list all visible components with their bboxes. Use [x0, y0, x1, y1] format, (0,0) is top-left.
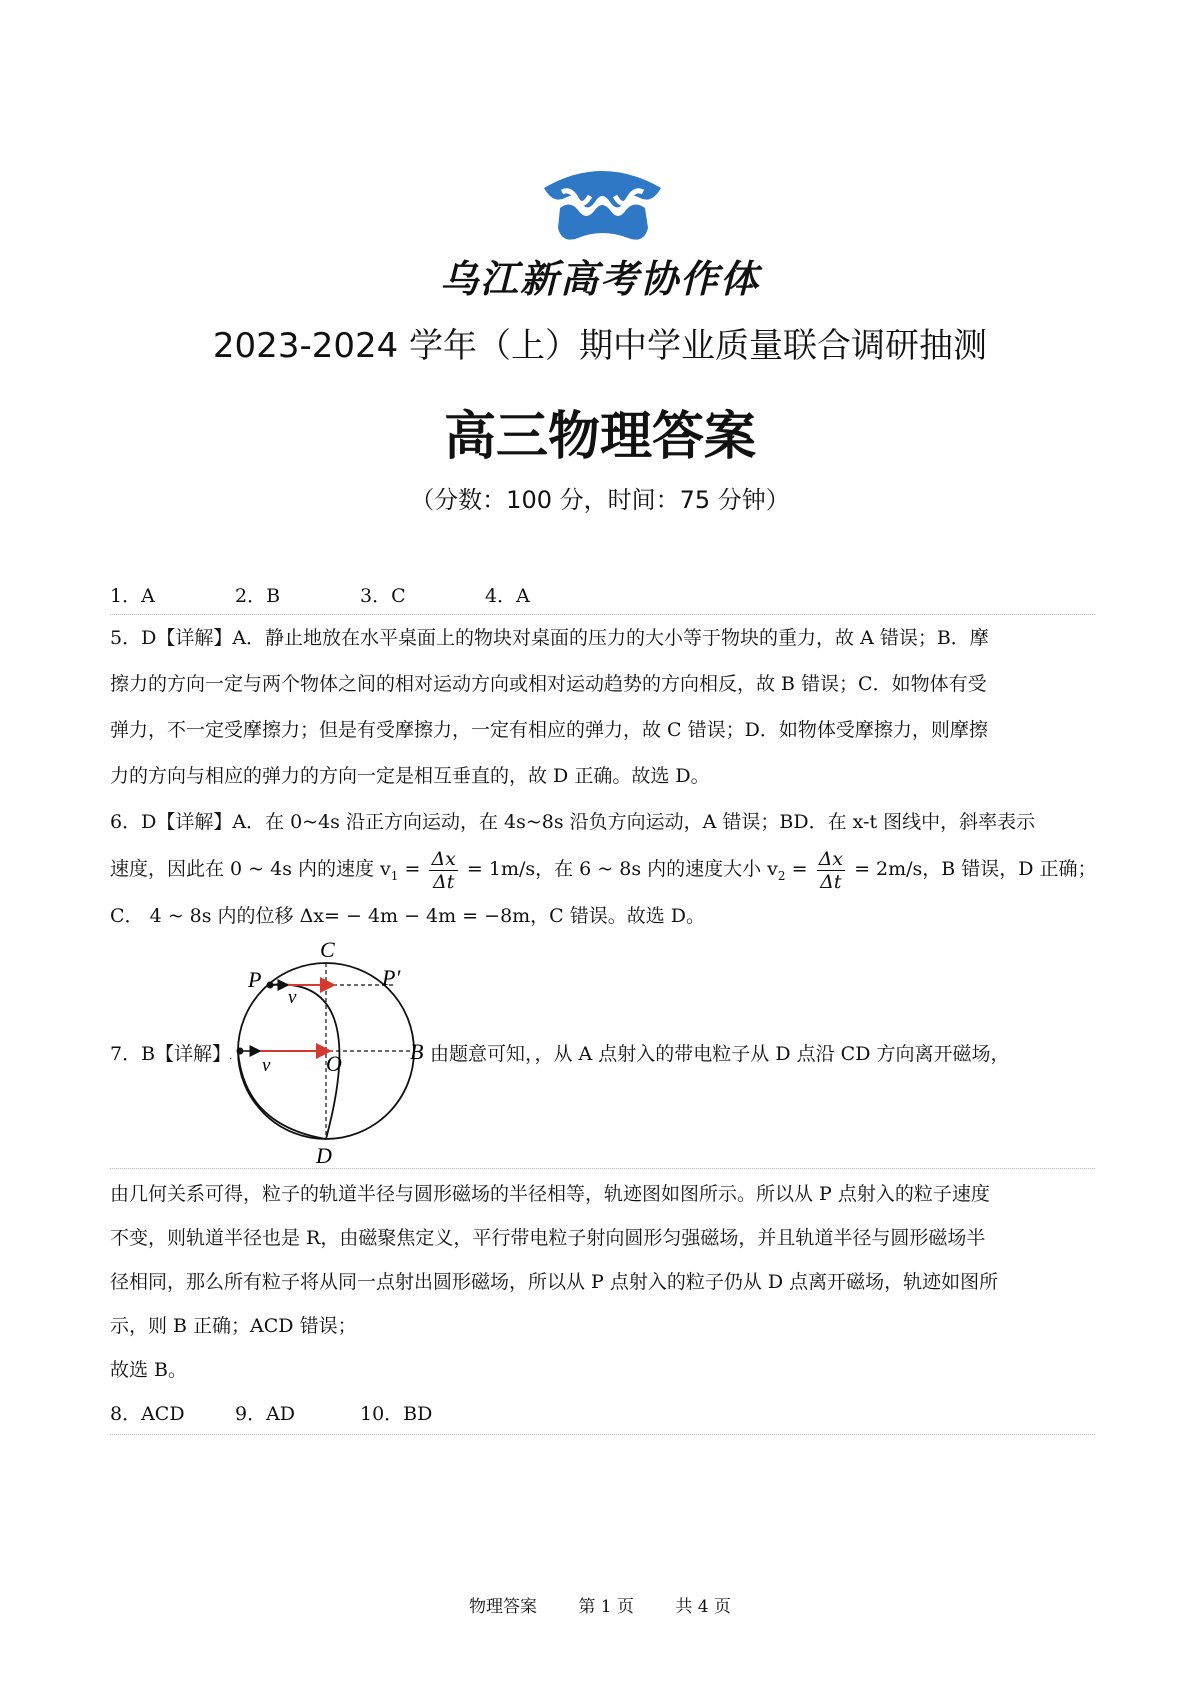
q7-line: 不变，则轨道半径也是 R，由磁聚焦定义，平行带电粒子射向圆形匀强磁场，并且轨道半径与圆形磁场半	[110, 1227, 986, 1249]
label-b: B	[410, 1039, 424, 1064]
fraction-denominator: Δt	[432, 870, 455, 893]
q7-line: 故选 B。	[110, 1359, 188, 1381]
fraction	[429, 848, 457, 893]
velocity-value: = 1m/s	[466, 858, 536, 880]
q7-line: 示，则 B 正确；ACD 错误；	[110, 1315, 357, 1337]
q5-line: 弹力，不一定受摩擦力；但是有受摩擦力，一定有相应的弹力，故 C 错误；D．如物体受摩擦力，则摩擦	[110, 719, 988, 741]
answer-item: 4．A	[485, 585, 530, 607]
fraction-denominator: Δt	[820, 870, 842, 893]
point-a	[237, 1048, 244, 1055]
q6-text: ，在 6 ~ 8s 内的速度大小 v	[535, 858, 778, 880]
answer-item: 2．B	[235, 585, 281, 607]
subscript: 2	[777, 868, 786, 883]
answer-item: 8．ACD	[110, 1403, 185, 1425]
label-d: D	[316, 1143, 332, 1165]
answer-item: 1．A	[110, 585, 155, 607]
fraction-numerator: Δx	[431, 847, 456, 870]
page-title: 高三物理答案	[443, 407, 756, 467]
footer-subject: 物理答案	[468, 1597, 537, 1617]
label-v: v	[262, 1055, 271, 1076]
q6-line: C． 4 ~ 8s 内的位移 Δx= − 4m − 4m = −8m，C 错误。故选 D。	[110, 905, 706, 927]
q5-line: 5．D【详解】A．静止地放在水平桌面上的物块对桌面的压力的大小等于物块的重力，故 A 错误；B．摩	[110, 627, 989, 649]
q6-formula-line: 速度，因此在 0 ~ 4s 内的速度 $v_1$ = $\frac{\Delta x}{\Delta t}$ = 1m/s，在 6 ~ 8s 内的速度大小 $v_2$ = $\frac{\Delta x}{\Delta t}$ = 2m/s，B 错误，D 正确；	[110, 847, 1097, 893]
footer-page: 第 1 页	[578, 1597, 634, 1617]
logo-emblem	[540, 158, 665, 248]
fraction	[817, 848, 845, 893]
point-p	[267, 982, 274, 989]
q6-text: ，B 错误，D 正确；	[922, 858, 1097, 880]
divider	[110, 1434, 1095, 1435]
org-name: 乌江新高考协作体	[439, 257, 760, 301]
divider	[110, 614, 1095, 615]
label-o: O	[326, 1051, 342, 1076]
exam-meta: （分数：100 分，时间：75 分钟）	[410, 486, 790, 514]
fraction-numerator: Δx	[818, 847, 844, 870]
label-p: P	[248, 967, 262, 992]
page-footer	[0, 1592, 1200, 1617]
exam-name: 2023-2024 学年（上）期中学业质量联合调研抽测	[212, 326, 988, 366]
label-p-prime: P′	[382, 965, 401, 990]
q7-line: 径相同，那么所有粒子将从同一点射出圆形磁场，所以从 P 点射入的粒子仍从 D 点离开磁场，轨迹如图所	[110, 1271, 999, 1293]
answers-row-2	[110, 1402, 490, 1426]
divider	[110, 1168, 1095, 1169]
answers-row-1	[110, 584, 610, 608]
answer-item: 3．C	[360, 585, 406, 607]
magnetic-focus-diagram	[230, 935, 430, 1165]
subscript: 1	[390, 868, 399, 883]
q6-text: 速度，因此在 0 ~ 4s 内的速度 v	[110, 858, 391, 880]
q7-inline-text: 由题意可知，，从 A 点射入的带电粒子从 D 点沿 CD 方向离开磁场，	[430, 1043, 1010, 1065]
answer-item: 9．AD	[235, 1403, 296, 1425]
label-c: C	[320, 937, 335, 962]
answer-item: 10．BD	[360, 1403, 433, 1425]
footer-total: 共 4 页	[675, 1597, 732, 1617]
label-a	[230, 1039, 232, 1064]
q5-line: 力的方向与相应的弹力的方向一定是相互垂直的，故 D 正确。故选 D。	[110, 765, 710, 787]
trajectory-arc	[238, 1051, 326, 1139]
q7-line: 由几何关系可得，粒子的轨道半径与圆形磁场的半径相等，轨迹图如图所示。所以从 P 点射入的粒子速度	[110, 1183, 990, 1205]
q6-line: 6．D【详解】A．在 0~4s 沿正方向运动，在 4s~8s 沿负方向运动，A 错误；BD．在 x-t 图线中，斜率表示	[110, 811, 1036, 833]
q7-prefix: 7．B【详解】	[110, 1043, 232, 1065]
q5-line: 擦力的方向一定与两个物体之间的相对运动方向或相对运动趋势的方向相反，故 B 错误；C．如物体有受	[110, 673, 987, 695]
velocity-value: = 2m/s	[854, 858, 923, 880]
label-v: v	[288, 987, 297, 1008]
